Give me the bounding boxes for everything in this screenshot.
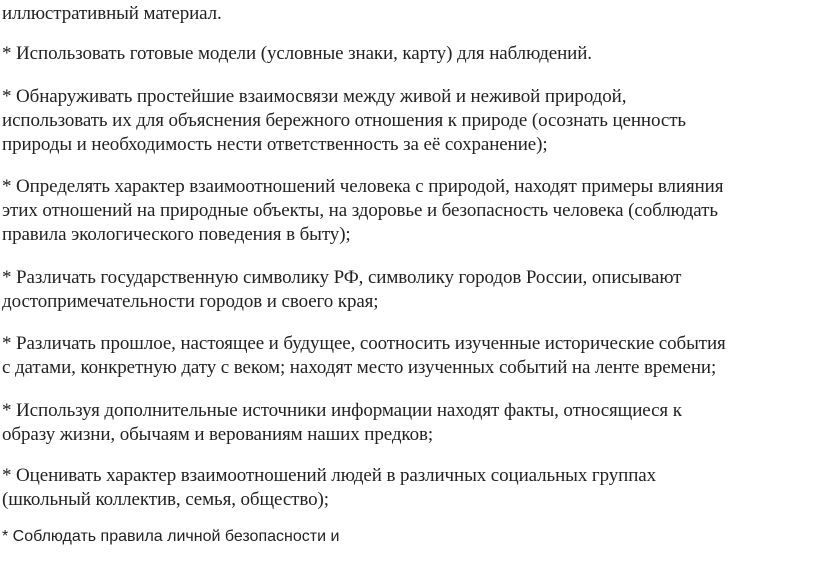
text-line: * Соблюдать правила личной безопасности и [2,528,340,545]
text-line: * Определять характер взаимоотношений человека с природой, находят примеры влияния [2,176,724,197]
text-line: природы и необходимость нести ответственность за её сохранение); [2,134,548,155]
paragraph-additional-sources [2,399,682,447]
text-line: с датами, конкретную дату с веком; находят место изученных событий на ленте времени; [2,357,717,378]
paragraph-social-groups [2,464,656,512]
text-line: (школьный коллектив, семья, общество); [2,489,329,510]
text-line: достопримечательности городов и своего края; [2,291,379,312]
paragraph-illustrative-material [2,2,222,26]
paragraph-human-nature-relations [2,175,723,247]
text-line: * Различать государственную символику РФ, символику городов России, описывают [2,267,682,288]
paragraph-personal-safety [2,526,339,548]
text-line: * Обнаруживать простейшие взаимосвязи между живой и неживой природой, [2,86,627,107]
text-line: * Используя дополнительные источники информации находят факты, относящиеся к [2,400,682,421]
text-line: * Использовать готовые модели (условные знаки, карту) для наблюдений. [2,43,592,64]
text-line: иллюстративный материал. [2,3,222,24]
paragraph-state-symbols [2,266,681,314]
paragraph-use-models [2,42,592,66]
paragraph-past-present-future [2,332,726,380]
text-line: образу жизни, обычаям и верованиям наших предков; [2,424,434,445]
text-line: правила экологического поведения в быту); [2,224,351,245]
text-line: * Оценивать характер взаимоотношений людей в различных социальных группах [2,465,656,486]
text-line: * Различать прошлое, настоящее и будущее, соотносить изученные исторические события [2,333,726,354]
paragraph-interrelations-nature [2,85,686,157]
text-line: этих отношений на природные объекты, на здоровье и безопасность человека (соблюдать [2,200,718,221]
text-line: использовать их для объяснения бережного отношения к природе (осознать ценность [2,110,686,131]
